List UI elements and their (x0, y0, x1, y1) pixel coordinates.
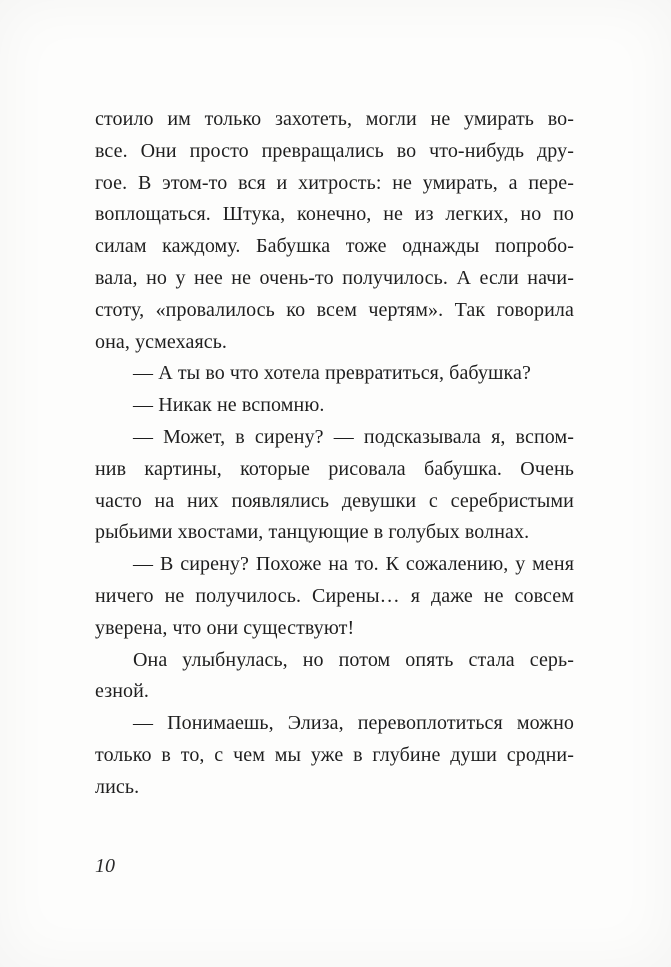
text-line: Она улыбнулась, но потом опять стала серь- (133, 648, 574, 671)
text-line: воплощаться. Штука, конечно, не из легких, но по (95, 203, 574, 226)
text-line: — Может, в сирену? — подсказывала я, вспом- (133, 425, 574, 448)
text-line: вала, но у нее не очень-то получилось. А если начи- (95, 266, 574, 289)
page-number: 10 (95, 855, 115, 877)
text-line: стоило им только захотеть, могли не умирать во- (95, 108, 574, 130)
text-line: езной. (95, 680, 150, 703)
text-line: гое. В этом-то вся и хитрость: не умирать, а пере- (95, 171, 574, 194)
text-line: — Никак не вспомню. (133, 394, 325, 417)
text-line: — В сирену? Похоже на то. К сожалению, у меня (133, 553, 574, 576)
text-line: — Понимаешь, Элиза, перевоплотиться можно (133, 712, 574, 735)
text-line: лись. (95, 775, 140, 798)
text-line: она, усмехаясь. (95, 330, 228, 353)
text-line: — А ты во что хотела превратиться, бабушка? (133, 362, 532, 385)
text-line: рыбьими хвостами, танцующие в голубых волнах. (95, 521, 530, 544)
text-block (95, 104, 574, 804)
text-line: силам каждому. Бабушка тоже однажды попробо- (95, 235, 574, 258)
text-line: нив картины, которые рисовала бабушка. Очень (95, 457, 574, 480)
text-line: ничего не получилось. Сирены… я даже не совсем (95, 584, 574, 607)
text-line: уверена, что они существуют! (95, 616, 355, 639)
text-line: все. Они просто превращались во что-нибудь дру- (95, 139, 574, 162)
text-line: часто на них появлялись девушки с серебристыми (95, 489, 574, 512)
text-line: стоту, «провалилось ко всем чертям». Так говорила (95, 298, 574, 321)
text-line: только в то, с чем мы уже в глубине души сродни- (95, 743, 574, 766)
